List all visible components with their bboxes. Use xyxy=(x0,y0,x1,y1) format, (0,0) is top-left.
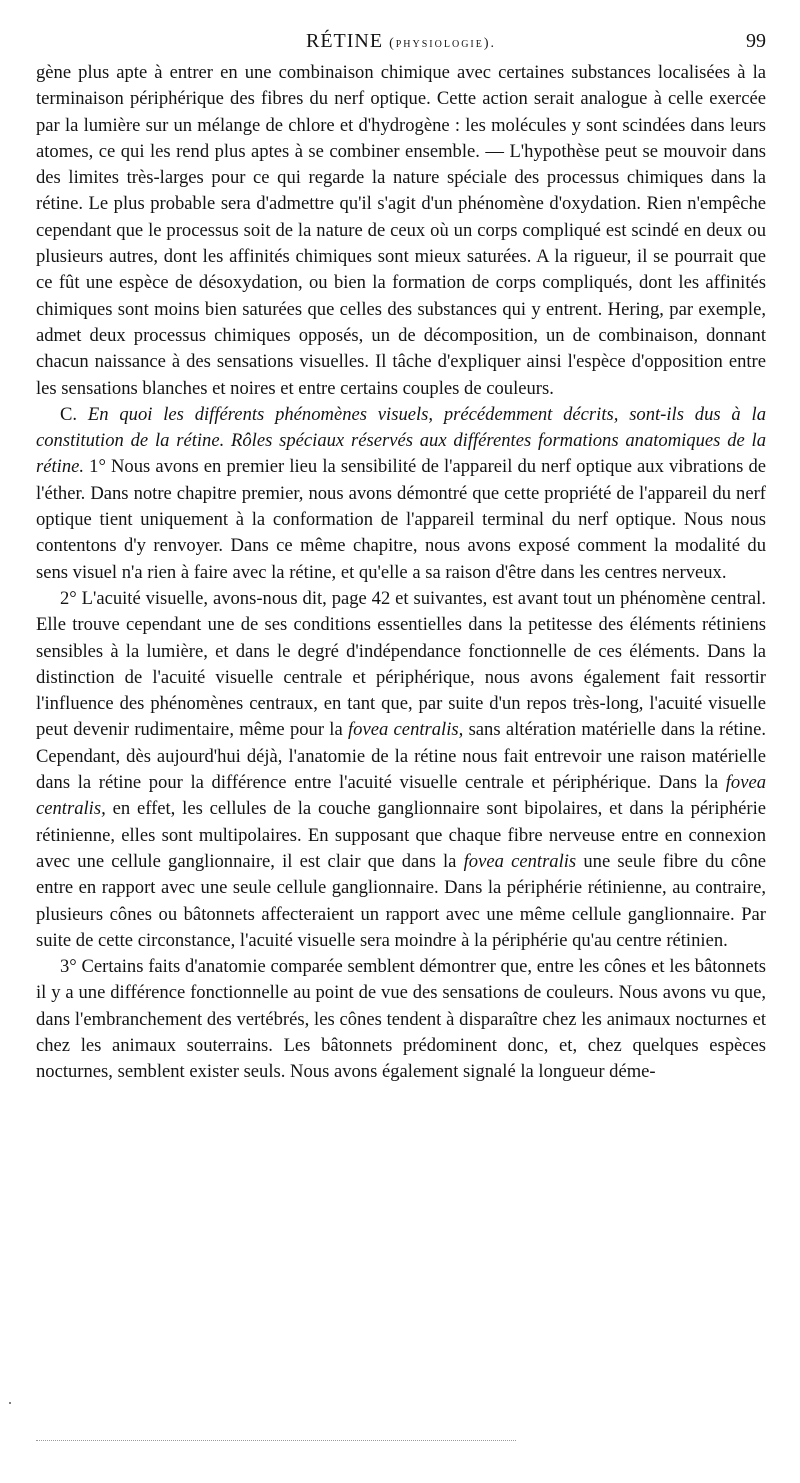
paragraph-continuation: gène plus apte à entrer en une combinaison chimique avec certaines substances localisées à la terminaison périphérique des fibres du nerf optique. Cette action serait analogue à celle exercée par la lumière sur un mélange de chlore et d'hydrogène : les molécules y sont scindées dans leurs atomes, ce qui les rend plus aptes à se combiner ensemble. — L'hypothèse peut se mouvoir dans des limites très-larges pour ce qui regarde la nature spéciale des processus chimiques dans la rétine. Le plus probable sera d'admettre qu'il s'agit d'un phénomène d'oxydation. Rien n'empêche cependant que le processus soit de la nature de ceux où un corps compliqué est scindé en deux ou plusieurs autres, dont les affinités chimiques sont mieux saturées. A la rigueur, il se pourrait que ce fût une espèce de désoxydation, ou bien la formation de corps compliqués, dont les affinités chimiques sont moins bien saturées que celles des substances qui y entrent. Hering, par exemple, admet deux processus chimiques opposés, un de décomposition, un de combinaison, donnant chacun naissance à des sensations visuelles. Il tâche d'expliquer ainsi l'espèce d'opposition entre les sensations blanches et noires et entre certains couples de couleurs. xyxy=(36,62,766,399)
paragraph-cones-rods: 3° Certains faits d'anatomie comparée semblent démontrer que, entre les cônes et les bâtonnets il y a une différence fonctionnelle au point de vue des sensations de couleurs. Nous avons vu que, dans l'embranchement des vertébrés, les cônes tendent à disparaître chez les animaux nocturnes et chez les animaux souterrains. Les bâtonnets prédominent donc, et, chez quelques espèces nocturnes, semblent exister seuls. Nous avons également signalé la longueur déme- xyxy=(36,956,766,1083)
section-label: C. xyxy=(60,403,78,425)
italic-term: fovea centralis, xyxy=(348,719,464,741)
paragraph-text: sans altération matérielle dans la rétine. Cependant, dès aujourd'hui déjà, l'anatomie de la rétine nous fait entrevoir une raison matérielle dans la rétine pour la différence entre l'acuité visuelle centrale et périphérique. Dans la xyxy=(36,719,766,794)
running-title-main: RÉTINE xyxy=(305,30,384,52)
paragraph-acuity xyxy=(36,586,766,954)
paragraph-text: 2° L'acuité visuelle, avons-nous dit, page 42 et suivantes, est avant tout un phénomène central. Elle trouve cependant une de ses conditions essentielles dans la petitesse des éléments rétiniens sensibles à la lumière, et dans le degré d'indépendance fonctionnelle de ces éléments. Dans la distinction de l'acuité visuelle centrale et périphérique, nous avons également fait ressortir l'influence des phénomènes centraux, en tant que, par suite d'un repos très-long, l'acuité visuelle peut devenir rudimentaire, même pour la xyxy=(36,587,766,741)
paragraph-text: une seule fibre du cône entre en rapport avec une seule cellule ganglionnaire. Dans la périphérie rétinienne, au contraire, plusieurs cônes ou bâtonnets affecteraient un rapport avec une même cellule ganglionnaire. Par suite de cette circonstance, l'acuité visuelle sera moindre à la périphérie qu'au centre rétinien. xyxy=(36,850,766,951)
running-title-subtitle: (physiologie). xyxy=(389,36,497,51)
italic-term: fovea centralis, xyxy=(36,772,767,820)
section-text: 1° Nous avons en premier lieu la sensibilité de l'appareil du nerf optique aux vibrations de l'éther. Dans notre chapitre premier, nous avons démontré que cette propriété de l'appareil du nerf optique tient uniquement à la conformation de l'appareil terminal du nerf optique. Nous nous contentons d'y renvoyer. Dans ce même chapitre, nous avons exposé comment la modalité du sens visuel n'a rien à faire avec la rétine, et qu'elle a sa raison d'être dans les centres nerveux. xyxy=(36,456,766,583)
page-number: 99 xyxy=(746,30,766,52)
body-text xyxy=(36,60,766,1086)
running-title xyxy=(36,30,766,53)
paragraph-text: en effet, les cellules de la couche ganglionnaire sont bipolaires, et dans la périphérie rétinienne, elles sont multipolaires. En supposant que chaque fibre nerveuse entre en connexion avec une cellule ganglionnaire, il est clair que dans la xyxy=(36,798,766,872)
scan-bottom-artifact xyxy=(36,1440,516,1441)
section-heading: En quoi les différents phénomènes visuels, précédemment décrits, sont-ils dus à la constitution de la rétine. Rôles spéciaux réservés aux différentes formations anatomiques de la rétine. xyxy=(36,403,766,478)
scan-speck xyxy=(9,1402,11,1404)
italic-term: fovea centralis xyxy=(463,850,577,872)
paragraph-section-c xyxy=(36,402,766,586)
running-head xyxy=(36,30,766,56)
